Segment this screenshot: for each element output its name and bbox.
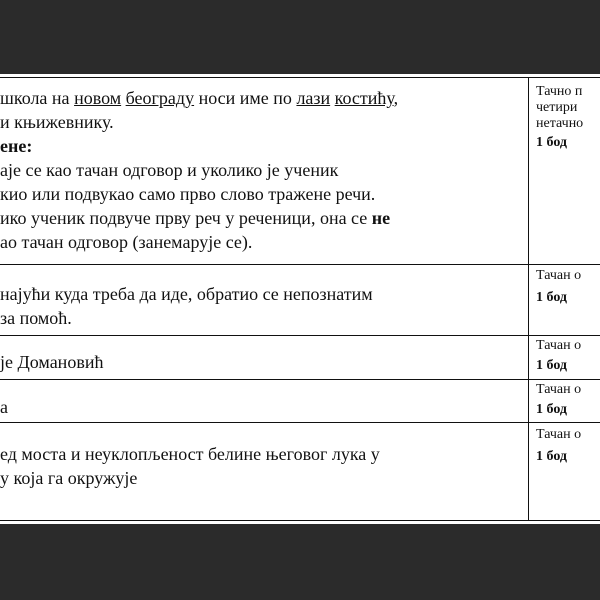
row-divider bbox=[0, 335, 600, 336]
points-label: 1 бод bbox=[536, 402, 567, 417]
scoring-text: четири bbox=[536, 100, 578, 115]
note-heading: ене: bbox=[0, 136, 33, 156]
points-label: 1 бод bbox=[536, 290, 567, 305]
scoring-cell bbox=[536, 338, 600, 374]
answer-line: ико ученик подвуче прву реч у реченици, она се не bbox=[0, 208, 391, 228]
points-label: 1 бод bbox=[536, 449, 567, 464]
answer-line: школа на новом београду носи име по лази костићу, bbox=[0, 88, 399, 108]
scoring-cell bbox=[536, 427, 600, 465]
scoring-text: Тачан о bbox=[536, 268, 582, 283]
answer-line: у која га окружује bbox=[0, 468, 138, 488]
points-label: 1 бод bbox=[536, 358, 567, 373]
answer-line: је Домановић bbox=[0, 352, 104, 372]
answer-line: за помоћ. bbox=[0, 308, 72, 328]
answer-line: кио или подвукао само прво слово тражене речи. bbox=[0, 184, 376, 204]
table-row bbox=[0, 350, 526, 378]
scoring-text: Тачан о bbox=[536, 382, 582, 397]
scoring-text: Тачан о bbox=[536, 338, 582, 353]
table-row bbox=[0, 395, 526, 421]
answer-line: а bbox=[0, 397, 8, 417]
row-divider bbox=[0, 379, 600, 380]
table-border-top bbox=[0, 77, 600, 78]
scoring-text: Тачан о bbox=[536, 427, 582, 442]
document-page bbox=[0, 74, 600, 524]
scoring-table bbox=[0, 74, 600, 524]
scoring-text: Тачно п bbox=[536, 84, 583, 99]
scoring-text: нетачно bbox=[536, 116, 584, 131]
scoring-cell bbox=[536, 382, 600, 418]
answer-line: најући куда треба да иде, обратио се непознатим bbox=[0, 284, 373, 304]
scoring-cell bbox=[536, 268, 600, 306]
table-border-bottom bbox=[0, 520, 600, 521]
row-divider bbox=[0, 264, 600, 265]
table-row bbox=[0, 442, 526, 518]
answer-line: ао тачан одговор (занемарује се). bbox=[0, 232, 253, 252]
column-divider bbox=[528, 77, 529, 521]
scoring-cell bbox=[536, 84, 600, 151]
row-divider bbox=[0, 422, 600, 423]
answer-line: и књижевнику. bbox=[0, 112, 114, 132]
table-row bbox=[0, 86, 526, 262]
answer-line: ед моста и неуклопљеност белине његовог лука у bbox=[0, 444, 380, 464]
points-label: 1 бод bbox=[536, 135, 567, 150]
table-row bbox=[0, 282, 526, 332]
answer-line: аје се као тачан одговор и уколико је ученик bbox=[0, 160, 339, 180]
